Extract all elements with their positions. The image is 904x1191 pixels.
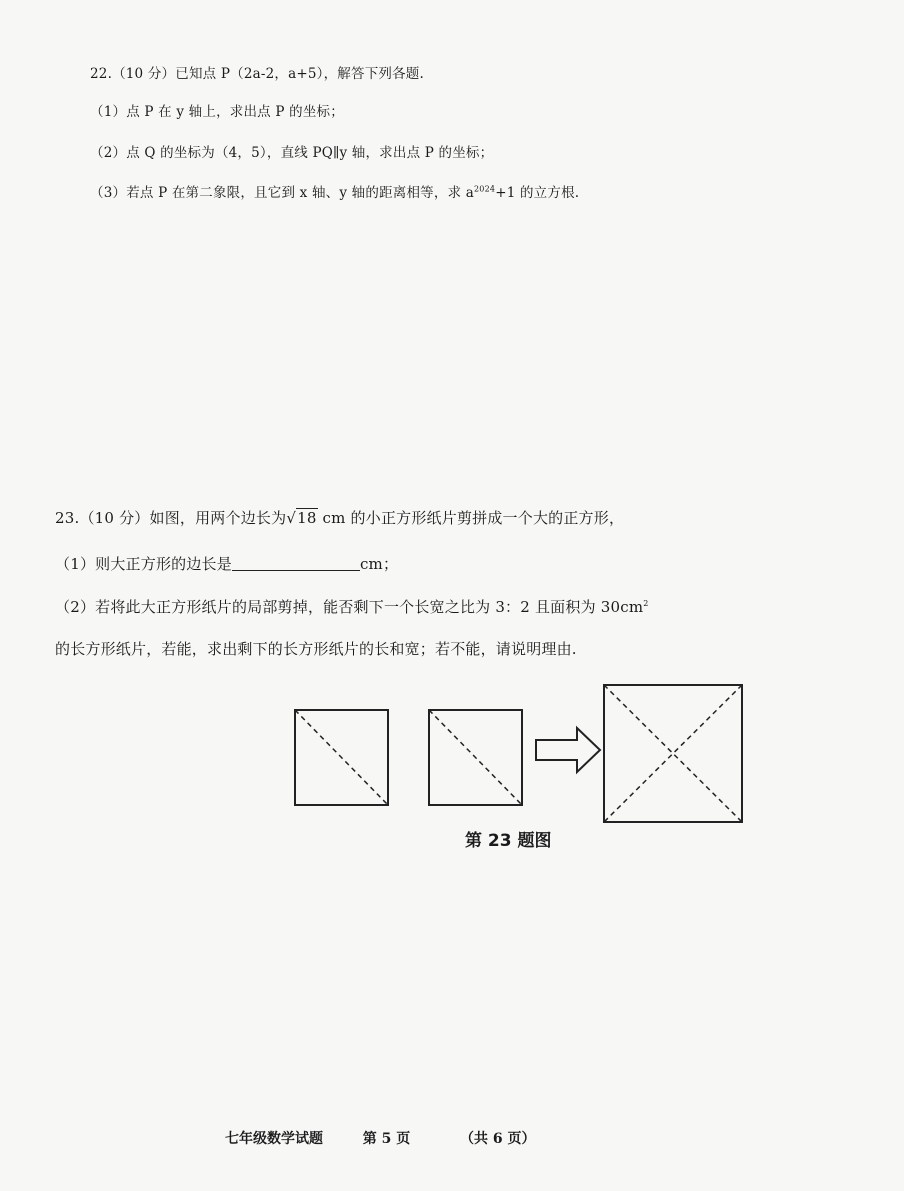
footer-page-number: 第 5 页 — [362, 1131, 411, 1147]
q22-part3 — [90, 181, 579, 201]
sqrt-radicand: 18 — [297, 509, 317, 527]
large-square — [604, 685, 742, 822]
q23-part1-unit: cm； — [359, 555, 399, 573]
q23-part2-line1 — [55, 596, 649, 617]
q23-figure — [290, 680, 750, 830]
answer-blank[interactable] — [232, 556, 360, 571]
q23-stem-text: 23.（10 分）如图，用两个边长为 — [55, 509, 287, 527]
q22-part1: （1）点 P 在 y 轴上，求出点 P 的坐标； — [90, 104, 344, 120]
page-footer — [225, 1128, 536, 1148]
q22-part2: （2）点 Q 的坐标为（4，5），直线 PQ∥y 轴，求出点 P 的坐标； — [90, 145, 494, 161]
q22-part3-tail: +1 的立方根. — [495, 185, 580, 201]
q23-stem-tail: cm 的小正方形纸片剪拼成一个大的正方形， — [317, 509, 625, 527]
q23-part1 — [55, 553, 398, 574]
q22-part3-exponent: 2024 — [474, 184, 496, 194]
footer-total-pages: （共 6 页） — [460, 1131, 536, 1147]
q23-part2-line2: 的长方形纸片，若能，求出剩下的长方形纸片的长和宽；若不能，请说明理由. — [55, 640, 577, 658]
q23-part2-exponent: 2 — [643, 599, 649, 608]
q23-part2-text: （2）若将此大正方形纸片的局部剪掉，能否剩下一个长宽之比为 3：2 且面积为 30cm — [55, 598, 644, 616]
q22-part3-text: （3）若点 P 在第二象限，且它到 x 轴、y 轴的距离相等，求 a — [90, 185, 475, 201]
q23-part1-text: （1）则大正方形的边长是 — [55, 555, 232, 573]
small-square-left-diagonal — [295, 710, 388, 805]
small-square-right — [429, 710, 522, 805]
right-arrow-icon — [536, 728, 600, 772]
q23-stem — [55, 507, 624, 528]
small-square-left — [295, 710, 388, 805]
sqrt-expression — [286, 509, 317, 527]
q22-stem: 22.（10 分）已知点 P（2a-2，a+5），解答下列各题. — [90, 66, 424, 82]
figure-caption: 第 23 题图 — [465, 831, 552, 851]
footer-subject: 七年级数学试题 — [225, 1131, 323, 1147]
small-square-right-diagonal — [429, 710, 522, 805]
sqrt-symbol: √ — [286, 509, 297, 527]
